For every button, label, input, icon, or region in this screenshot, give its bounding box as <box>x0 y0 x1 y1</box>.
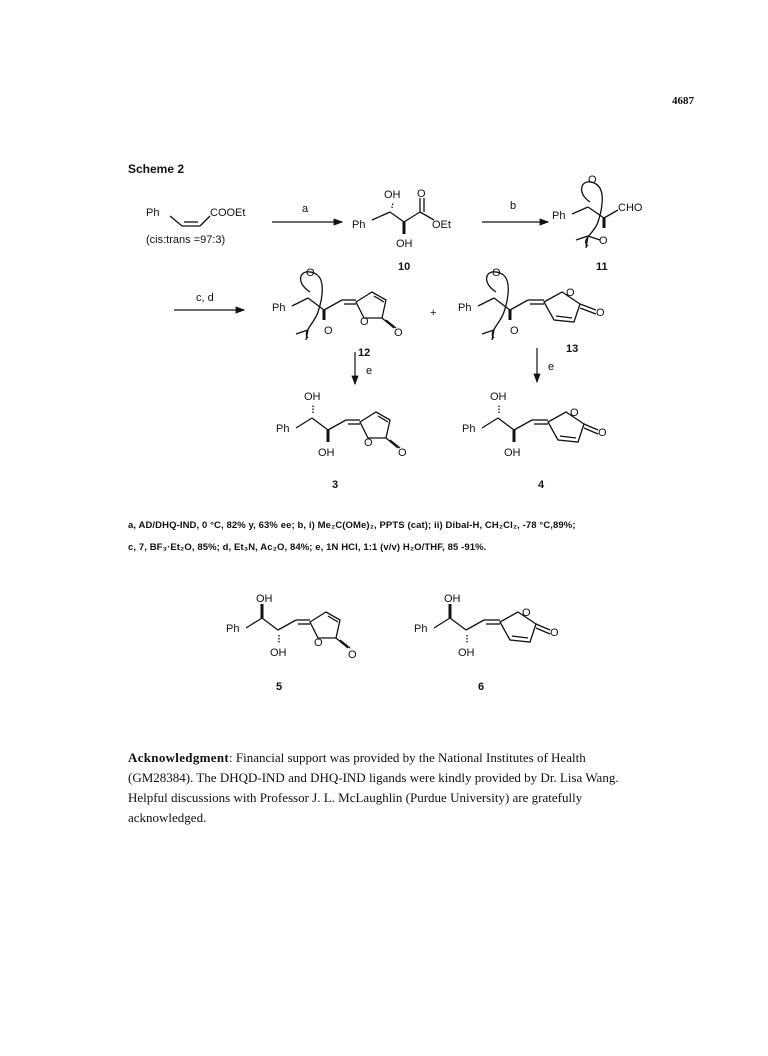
compound-number-13: 13 <box>566 343 579 355</box>
c13-ph: Ph <box>458 302 472 314</box>
c4-ph: Ph <box>462 423 476 435</box>
c3-oh-top: OH <box>304 391 321 403</box>
c4-oh-bottom: OH <box>504 447 521 459</box>
start-ester: COOEt <box>210 207 246 219</box>
compound-number-6: 6 <box>478 681 485 693</box>
c4-carbonyl-o: O <box>598 427 607 439</box>
c5-ring-o: O <box>314 637 323 649</box>
footnote-line-1: a, AD/DHQ-IND, 0 °C, 82% y, 63% ee; b, i) Me₂C(OMe)₂, PPTS (cat); ii) Dibal-H, CH₂Cl₂, -78 °C,89%; <box>128 520 576 531</box>
compound-12-structure <box>292 272 396 340</box>
compound-number-10: 10 <box>398 261 411 273</box>
c5-oh-top: OH <box>256 593 273 605</box>
scheme-footnote <box>128 515 688 559</box>
c12-ph: Ph <box>272 302 286 314</box>
page-number: 4687 <box>672 95 694 107</box>
c11-o-top: O <box>588 174 597 186</box>
compound-number-11: 11 <box>596 261 608 273</box>
c3-carbonyl-o: O <box>398 447 407 459</box>
c11-cho: CHO <box>618 202 643 214</box>
c5-ph: Ph <box>226 623 240 635</box>
reagent-label-e-left: e <box>366 365 373 377</box>
compound-number-12: 12 <box>358 347 371 359</box>
start-ph: Ph <box>146 207 160 219</box>
compound-number-5: 5 <box>276 681 283 693</box>
c5-carbonyl-o: O <box>348 649 357 661</box>
c11-o-bottom: O <box>599 235 608 247</box>
c10-carbonyl-o: O <box>417 188 426 200</box>
ack-line-2: (GM28384). The DHQD-IND and DHQ-IND ligands were kindly provided by Dr. Lisa Wang. <box>128 770 619 785</box>
cis-trans-ratio: (cis:trans =97:3) <box>146 234 226 246</box>
c10-ph: Ph <box>352 219 366 231</box>
c6-carbonyl-o: O <box>550 627 559 639</box>
c10-oh-bottom: OH <box>396 238 413 250</box>
c3-oh-bottom: OH <box>318 447 335 459</box>
c6-oh-bottom: OH <box>458 647 475 659</box>
c4-oh-top: OH <box>490 391 507 403</box>
c6-ph: Ph <box>414 623 428 635</box>
c10-oet: OEt <box>432 219 451 231</box>
compound-10-structure <box>372 198 434 234</box>
c10-oh-top: OH <box>384 189 401 201</box>
c13-ring-o: O <box>566 287 575 299</box>
c6-oh-top: OH <box>444 593 461 605</box>
compound-6-structure <box>434 604 550 644</box>
reagent-label-cd: c, d <box>196 292 214 304</box>
compound-number-3: 3 <box>332 479 339 491</box>
compound-11-structure <box>572 182 618 248</box>
c12-o-top: O <box>306 267 315 279</box>
ack-line-4: acknowledged. <box>128 810 207 825</box>
ack-heading: Acknowledgment <box>128 750 229 765</box>
compound-4-structure <box>482 404 598 442</box>
reagent-label-a: a <box>302 203 309 215</box>
c12-o-bottom: O <box>324 325 333 337</box>
c3-ring-o: O <box>364 437 373 449</box>
c6-ring-o: O <box>522 607 531 619</box>
ack-line-1-text: : Financial support was provided by the National Institutes of Health <box>228 750 586 765</box>
compound-number-4: 4 <box>538 479 545 491</box>
compound-5-structure <box>246 604 350 648</box>
c13-carbonyl-o: O <box>596 307 605 319</box>
reagent-label-b: b <box>510 200 517 212</box>
ack-line-3: Helpful discussions with Professor J. L. McLaughlin (Purdue University) are gratefully <box>128 790 583 805</box>
compound-13-structure <box>478 272 596 340</box>
c3-ph: Ph <box>276 423 290 435</box>
ack-line-1 <box>128 748 700 768</box>
scheme-title: Scheme 2 <box>128 162 185 176</box>
footnote-line-2: c, 7, BF₃·Et₂O, 85%; d, Et₃N, Ac₂O, 84%; e, 1N HCl, 1:1 (v/v) H₂O/THF, 85 -91%. <box>128 542 487 553</box>
c13-o-bottom: O <box>510 325 519 337</box>
c12-ring-o: O <box>360 316 369 328</box>
plus-sign: + <box>430 307 437 319</box>
c12-carbonyl-o: O <box>394 327 403 339</box>
c13-o-top: O <box>492 267 501 279</box>
acknowledgment-paragraph <box>128 748 700 828</box>
c5-oh-bottom: OH <box>270 647 287 659</box>
compound-3-structure <box>296 404 400 448</box>
c4-ring-o: O <box>570 407 579 419</box>
starting-alkene <box>170 216 210 226</box>
c11-ph: Ph <box>552 210 566 222</box>
reagent-label-e-right: e <box>548 361 555 373</box>
